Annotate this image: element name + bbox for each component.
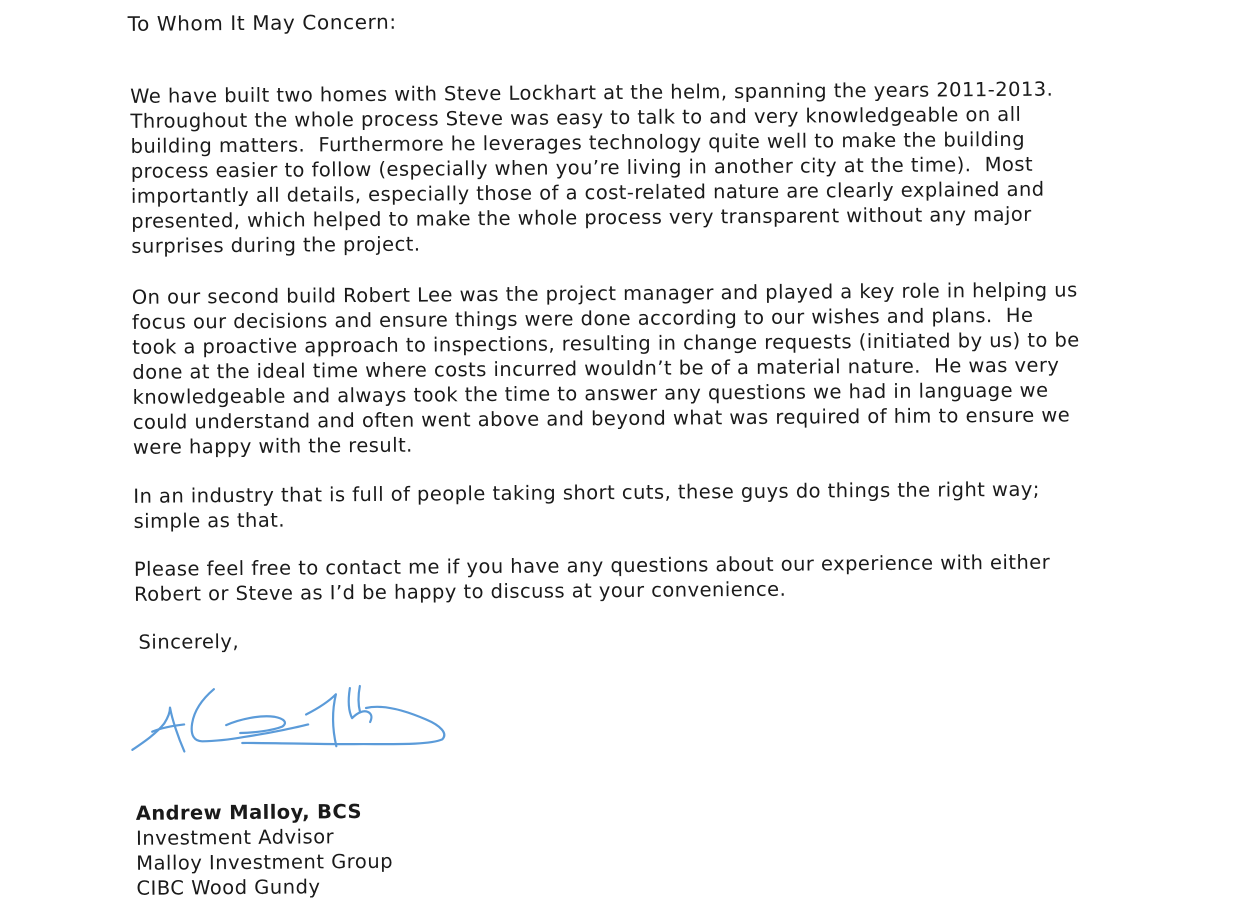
paragraph-line: knowledgeable and always took the time to answer any questions we had in language we [132,378,1049,409]
body-paragraph-2 [132,277,1081,459]
paragraph-line: were happy with the result. [132,433,413,459]
signature-block [136,799,394,901]
paragraph-line: done at the ideal time where costs incurred wouldn’t be of a material nature. He was very [132,353,1060,384]
paragraph-line: surprises during the project. [131,232,421,258]
body-paragraph-4 [134,550,1051,607]
paragraph-line: could understand and often went above and beyond what was required of him to ensure we [132,403,1071,434]
paragraph-line: We have built two homes with Steve Lockhart at the helm, spanning the years 2011-2013. [130,77,1054,108]
paragraph-line: importantly all details, especially those of a cost-related nature are clearly explained and [130,177,1045,208]
paragraph-line: presented, which helped to make the whole process very transparent without any major [131,202,1032,233]
paragraph-line: focus our decisions and ensure things were done according to our wishes and plans. He [131,303,1034,334]
paragraph-line: took a proactive approach to inspections, resulting in change requests (initiated by us) to be [132,328,1080,359]
paragraph-line: process easier to follow (especially when you’re living in another city at the time). Most [130,152,1034,183]
paragraph-line: Robert or Steve as I’d be happy to discuss at your convenience. [134,577,787,606]
body-paragraph-3 [133,477,1040,534]
signer-group: Malloy Investment Group [136,849,394,875]
signer-company: CIBC Wood Gundy [136,875,321,900]
paragraph-line: Please feel free to contact me if you have any questions about our experience with either [133,550,1051,581]
signer-name: Andrew Malloy, BCS [135,800,363,825]
signer-title: Investment Advisor [135,825,335,850]
paragraph-line: Throughout the whole process Steve was easy to talk to and very knowledgeable on all [130,102,1022,133]
closing: Sincerely, [138,629,240,654]
paragraph-line: building matters. Furthermore he leverages technology quite well to make the building [130,127,1026,158]
body-paragraph-1 [130,77,1054,259]
paragraph-line: simple as that. [133,508,286,533]
paragraph-line: In an industry that is full of people taking short cuts, these guys do things the right way; [133,477,1040,508]
salutation: To Whom It May Concern: [127,9,397,36]
handwritten-signature [122,677,463,770]
signature-strokes [132,685,445,751]
paragraph-line: On our second build Robert Lee was the project manager and played a key role in helping us [131,278,1078,309]
